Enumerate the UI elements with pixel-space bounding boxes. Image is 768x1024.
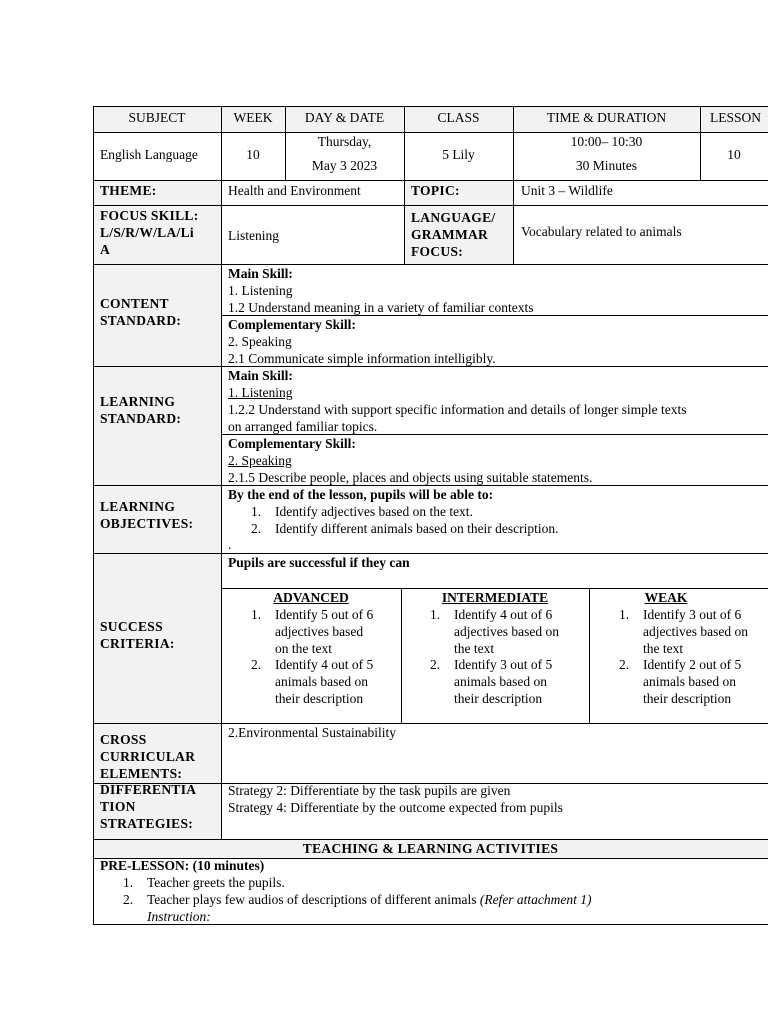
weak-title: WEAK: [644, 590, 688, 605]
cross-curricular-label: CROSS CURRICULAR ELEMENTS:: [100, 732, 196, 781]
content-standard-label: CONTENT STANDARD:: [100, 296, 182, 328]
topic-label: TOPIC:: [411, 183, 460, 198]
attachment-reference: (Refer attachment 1): [479, 892, 592, 907]
header-subject: SUBJECT: [128, 110, 186, 125]
weak-item: Identify 2 out of 5 animals based on their description: [643, 657, 742, 706]
advanced-num: 2.: [251, 657, 262, 672]
topic-value: Unit 3 – Wildlife: [521, 183, 613, 198]
advanced-title: ADVANCED: [273, 590, 349, 605]
grammar-focus-value: Vocabulary related to animals: [521, 224, 682, 239]
activity-num: 2.: [123, 892, 134, 907]
advanced-num: 1.: [251, 607, 262, 622]
intermediate-num: 1.: [430, 607, 441, 622]
intermediate-item: Identify 3 out of 5 animals based on their description: [454, 657, 553, 706]
theme-label: THEME:: [100, 183, 157, 198]
activity-num: 1.: [123, 875, 134, 890]
header-lesson: LESSON: [710, 110, 762, 125]
content-main-skill: Main Skill: 1. Listening 1.2 Understand meaning in a variety of familiar contexts: [228, 266, 534, 315]
week-value: 10: [246, 147, 260, 162]
learning-objectives-label: LEARNING OBJECTIVES:: [100, 499, 194, 531]
class-value: 5 Lily: [442, 147, 475, 162]
activities-title: TEACHING & LEARNING ACTIVITIES: [302, 841, 559, 856]
objectives-intro: By the end of the lesson, pupils will be able to:: [228, 487, 494, 502]
intermediate-title: INTERMEDIATE: [441, 590, 549, 605]
intermediate-item: Identify 4 out of 6 adjectives based on the text: [454, 607, 559, 656]
learning-standard-label: LEARNING STANDARD:: [100, 394, 182, 426]
activity-item: Teacher greets the pupils.: [147, 875, 285, 890]
theme-value: Health and Environment: [228, 183, 361, 198]
differentiation-strategies: Strategy 2: Differentiate by the task pupils are given Strategy 4: Differentiate by the outcome expected from pupils: [228, 783, 563, 815]
advanced-item: Identify 4 out of 5 animals based on their description: [275, 657, 374, 706]
date-value: May 3 2023: [311, 158, 378, 173]
objective-item: Identify different animals based on their description.: [275, 521, 559, 536]
objective-num: 2.: [251, 521, 262, 536]
lesson-plan-document: [93, 106, 768, 925]
grammar-focus-label: LANGUAGE/ GRAMMAR FOCUS:: [411, 210, 496, 259]
intermediate-num: 2.: [430, 657, 441, 672]
subject-value: English Language: [100, 147, 198, 162]
learning-main-skill: Main Skill: 1. Listening 1.2.2 Understand with support specific information and details of longer simple texts on arranged familiar topics.: [228, 368, 687, 434]
objective-num: 1.: [251, 504, 262, 519]
focus-skill-value: Listening: [228, 228, 279, 243]
focus-skill-label: FOCUS SKILL: L/S/R/W/LA/Li A: [100, 208, 199, 257]
header-day-date: DAY & DATE: [304, 110, 385, 125]
header-week: WEEK: [233, 110, 273, 125]
success-intro: Pupils are successful if they can: [228, 555, 410, 570]
weak-item: Identify 3 out of 6 adjectives based on the text: [643, 607, 748, 656]
duration-value: 30 Minutes: [575, 158, 638, 173]
activity-item: Teacher plays few audios of descriptions of different animals (Refer attachment 1): [147, 892, 592, 907]
time-value: 10:00– 10:30: [570, 134, 643, 149]
advanced-item: Identify 5 out of 6 adjectives based on the text: [275, 607, 374, 656]
content-complementary-skill: Complementary Skill: 2. Speaking 2.1 Communicate simple information intelligibly.: [228, 317, 496, 366]
learning-complementary-skill: Complementary Skill: 2. Speaking 2.1.5 Describe people, places and objects using suitable statements.: [228, 436, 593, 485]
instruction-heading: Instruction:: [147, 909, 211, 924]
success-criteria-label: SUCCESS CRITERIA:: [100, 619, 175, 651]
differentiation-label: DIFFERENTIA TION STRATEGIES:: [100, 782, 197, 831]
day-value: Thursday,: [317, 134, 372, 149]
weak-num: 2.: [619, 657, 630, 672]
lesson-value: 10: [727, 147, 741, 162]
weak-num: 1.: [619, 607, 630, 622]
header-class: CLASS: [437, 110, 480, 125]
cross-curricular-value: 2.Environmental Sustainability: [228, 725, 396, 740]
objectives-trailing: .: [228, 537, 232, 552]
objective-item: Identify adjectives based on the text.: [275, 504, 473, 519]
pre-lesson-heading: PRE-LESSON: (10 minutes): [100, 858, 265, 873]
header-time-duration: TIME & DURATION: [546, 110, 667, 125]
